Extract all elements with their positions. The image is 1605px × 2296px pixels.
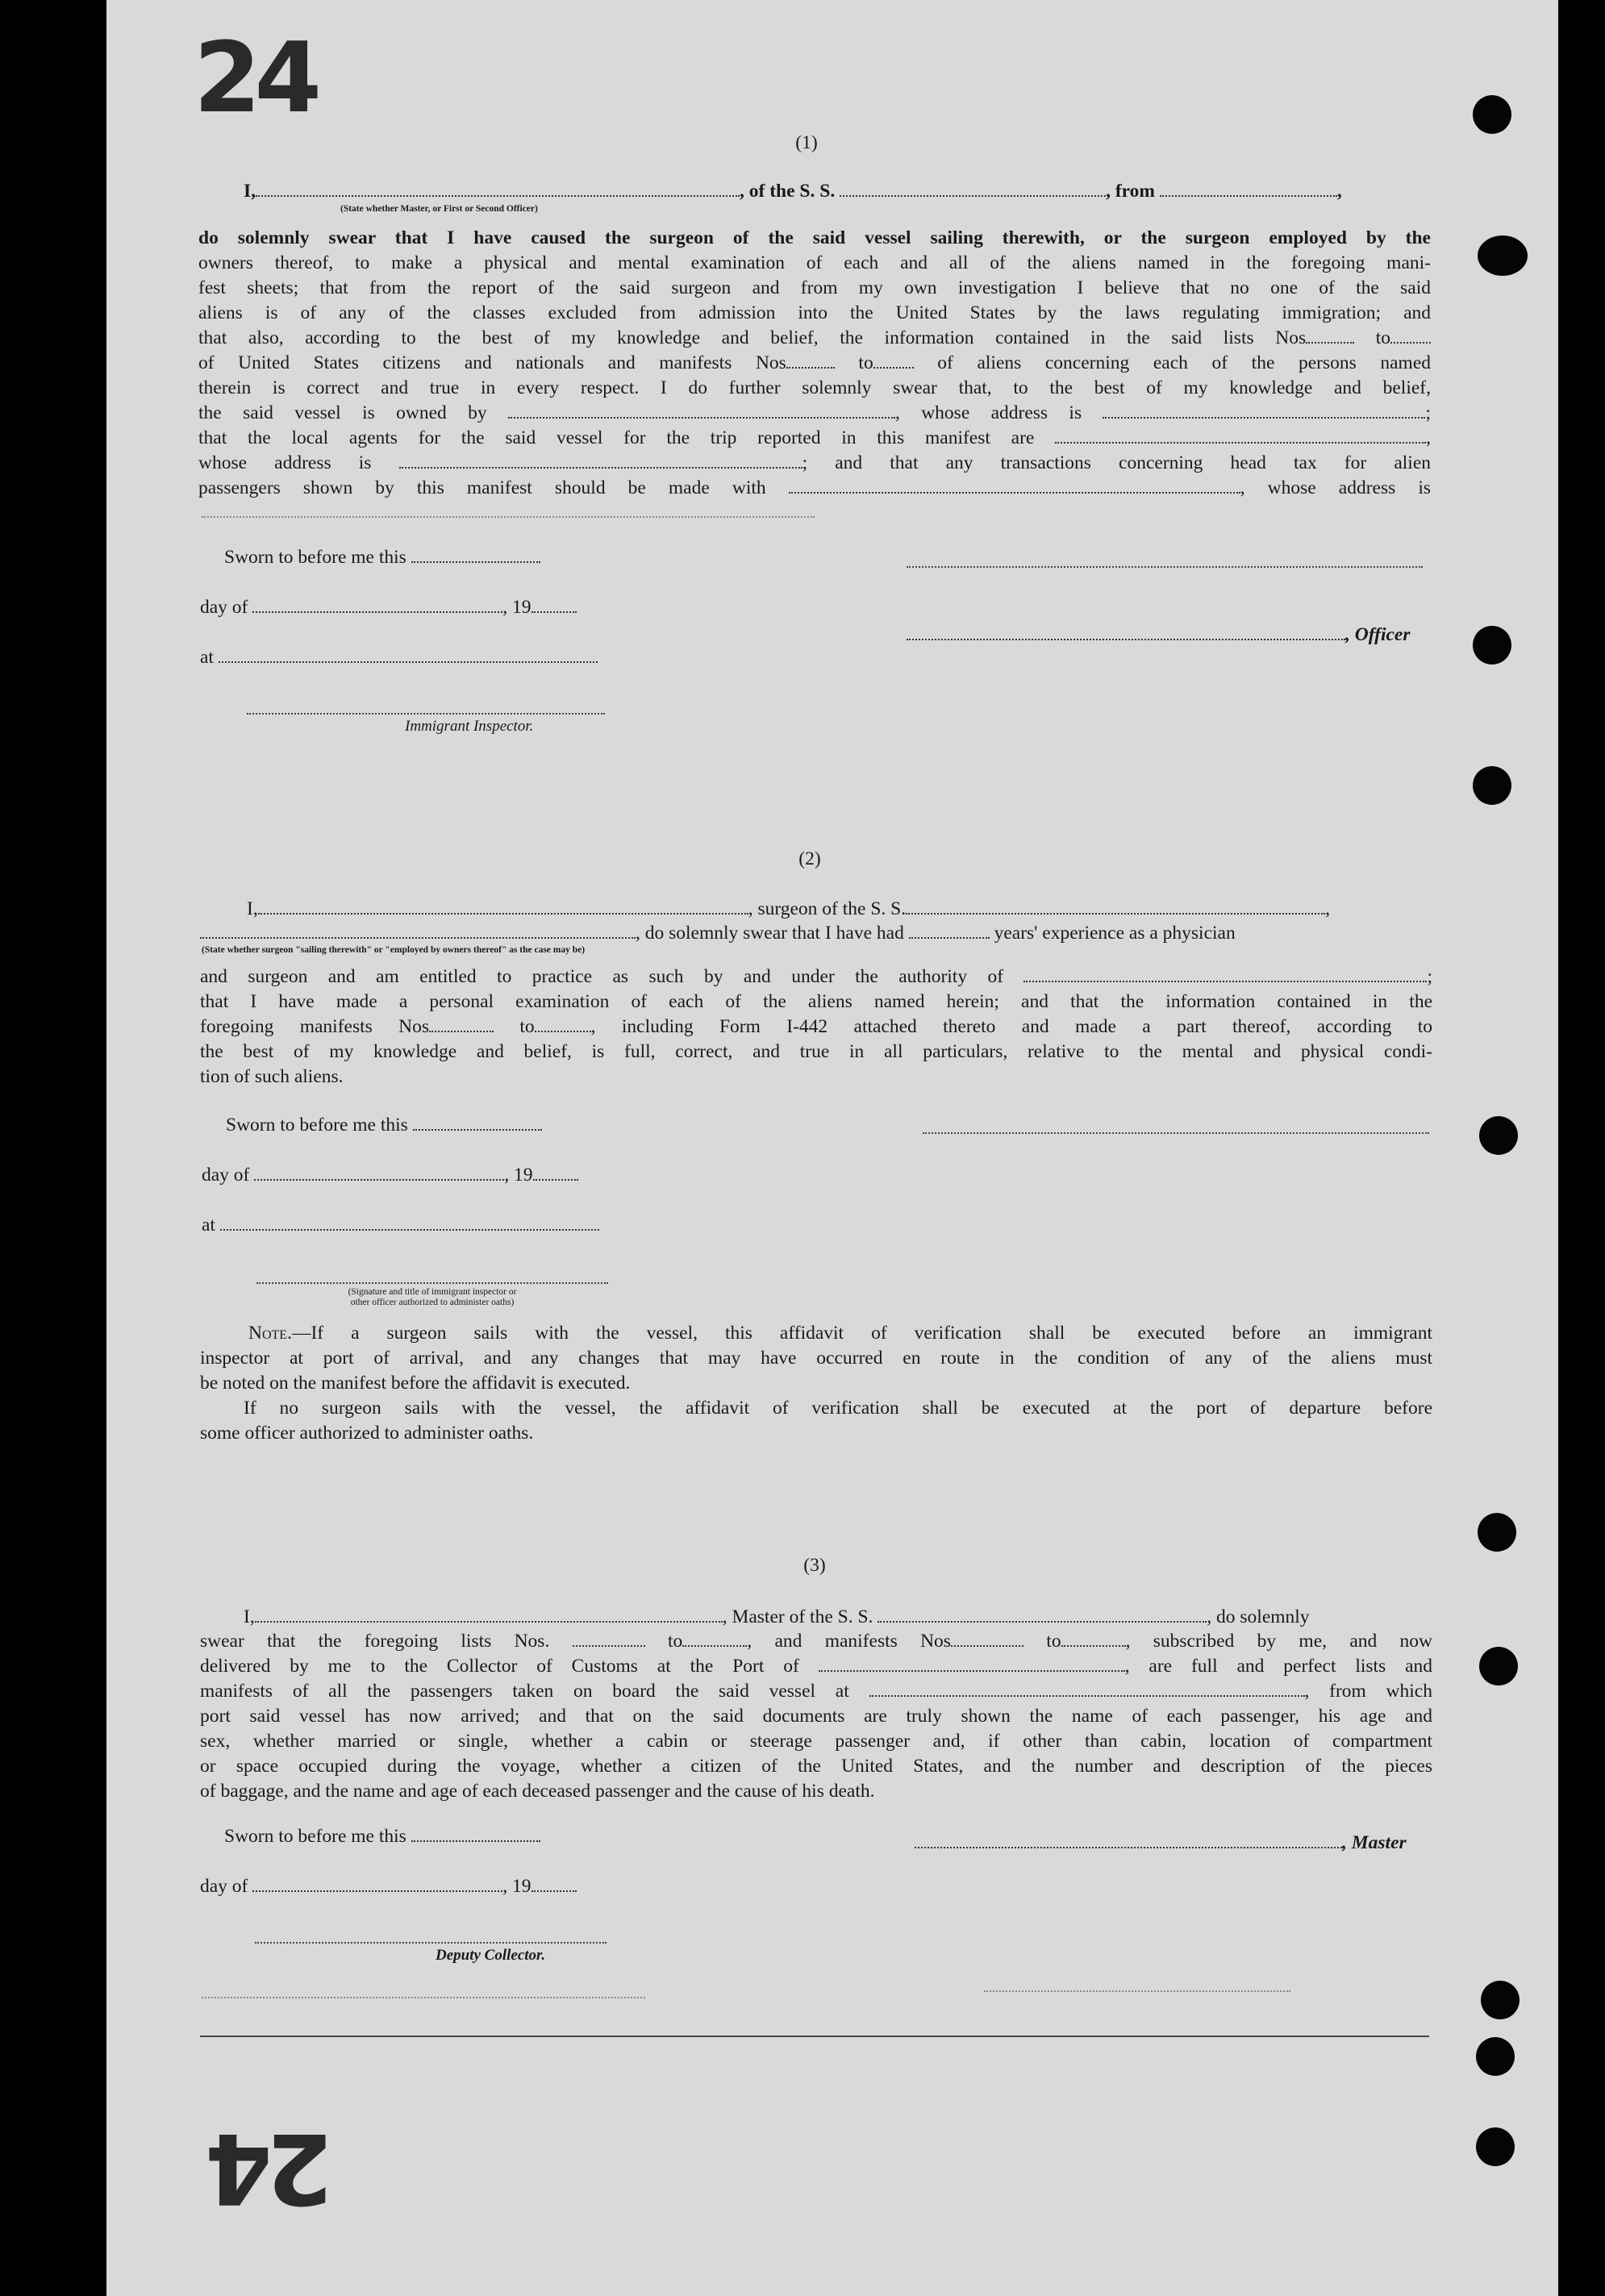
bottom-rule: [200, 2036, 1429, 2037]
blank-line[interactable]: [202, 516, 815, 518]
punch-hole: [1479, 1116, 1518, 1155]
punch-hole: [1473, 95, 1511, 134]
blank-line[interactable]: [923, 1132, 1429, 1134]
punch-hole: [1478, 1513, 1516, 1552]
blank-field[interactable]: [256, 195, 740, 197]
punch-hole: [1476, 2037, 1515, 2076]
section-3-last-line: of baggage, and the name and age of each deceased passenger and the cause of his death.: [200, 1781, 875, 1802]
section-2-paragraph: and surgeon and am entitled to practice as such by and under the authority of ; that I have made a personal examination of each of the aliens named herein; and that the information contained in the foregoing manifests Nos to , including Form I-442 attached thereto and made a part thereof, according to the best of my knowledge and belief, is full, correct, and true in all particulars, relative to the mental and physical condi-: [200, 966, 1432, 1062]
blank-line[interactable]: [907, 566, 1423, 568]
section-2-line-2: , do solemnly swear that I have had years' experience as a physician: [200, 921, 1432, 946]
punch-hole: [1476, 2127, 1515, 2166]
section-1-paragraph: do solemnly swear that I have caused the surgeon of the said vessel sailing therewith, or the surgeon employed by the owners thereof, to make a physical and mental examination of each and all of the aliens named in the foregoing mani- fest sheets; that from the report of the said surgeon and from my own investigation I believe that no one of the said aliens is of any of the classes excluded from admission into the United States by the laws regulating immigration; and that also, according to the best of my knowledge and belief, the information contained in the said lists Nos to of United States citizens and nationals and manifests Nos to of aliens concerning each of the persons named therein is correct and true in every respect. I do further solemnly swear that, to the best of my knowledge and belief, the said vessel is owned by , whose address is ; that the local agents for the said vessel for the trip reported in this manifest are , whose address is ; and that any transactions concerning head tax for alien passengers shown by this manifest should be made with , whose address is: [198, 227, 1432, 498]
blank-line[interactable]: [255, 1942, 607, 1944]
section-2-signature-caption: (Signature and title of immigrant inspector or other officer authorized to administer oaths): [348, 1287, 517, 1307]
section-1-officer-line: , Officer: [907, 623, 1410, 648]
section-3-paragraph: swear that the foregoing lists Nos. to , and manifests Nos to , subscribed by me, and now delivered by me to the Collector of Customs at the Port of , are full and perfect lists and manifests of all the passengers taken on board the said vessel at , from which port said vessel has now arrived; and that on the said documents are truly shown the name of each passenger, his age and sex, whether married or single, whether a cabin or steerage passenger and, if other than cabin, location of compartment or space occupied during the voyage, whether a citizen of the United States, and the number and description of the pieces: [200, 1631, 1433, 1777]
section-2-number: (2): [798, 848, 821, 869]
section-2-note: Note.—If a surgeon sails with the vessel, this affidavit of verification shall be executed before an immigrant inspector at port of arrival, and any changes that may have occurred en route in the condition of any of the aliens must be noted on the manifest before the affidavit is executed. If no surgeon sails with the vessel, the affidavit of verification shall be executed at the port of departure before: [200, 1323, 1432, 1419]
faint-dotted-line: [202, 1997, 645, 1998]
punch-hole: [1478, 235, 1528, 276]
section-3-line-1: I, , Master of the S. S. , do solemnly: [244, 1606, 1310, 1627]
punch-hole: [1473, 626, 1511, 665]
section-1-number: (1): [795, 132, 818, 153]
page-number-bottom: 24: [211, 2111, 333, 2223]
section-1-day-of: day of , 19: [200, 595, 577, 620]
section-2-at: at: [202, 1213, 599, 1238]
faint-dotted-line: [984, 1990, 1290, 1992]
blank-line[interactable]: [256, 1282, 608, 1284]
section-1-line-1: I, , of the S. S. , from ,: [244, 181, 1342, 202]
section-2-note-last: some officer authorized to administer oaths.: [200, 1423, 534, 1444]
section-3-number: (3): [803, 1555, 826, 1576]
section-2-line-1: I, , surgeon of the S. S. ,: [247, 898, 1330, 919]
section-3-sworn: Sworn to before me this: [224, 1824, 540, 1849]
section-2-last-line: tion of such aliens.: [200, 1066, 344, 1087]
section-3-signature-caption: Deputy Collector.: [436, 1947, 546, 1964]
section-2-sworn: Sworn to before me this: [226, 1113, 542, 1138]
punch-hole: [1481, 1981, 1520, 2019]
section-2-day-of: day of , 19: [202, 1163, 578, 1188]
section-1-caption: (State whether Master, or First or Second Officer): [340, 204, 538, 214]
section-1-signature-caption: Immigrant Inspector.: [405, 718, 534, 735]
punch-hole: [1473, 766, 1511, 805]
punch-hole: [1479, 1647, 1518, 1686]
blank-line[interactable]: [247, 713, 605, 715]
page-number-top: 24: [194, 23, 315, 135]
section-3-day-of: day of , 19: [200, 1874, 577, 1899]
section-3-master-line: , Master: [915, 1831, 1407, 1856]
section-1-at: at: [200, 645, 598, 670]
blank-field[interactable]: [840, 195, 1106, 197]
section-1-sworn: Sworn to before me this: [224, 545, 540, 570]
section-2-caption: (State whether surgeon "sailing therewith" or "employed by owners thereof" as the case may be): [202, 945, 586, 955]
blank-field[interactable]: [1160, 195, 1337, 197]
